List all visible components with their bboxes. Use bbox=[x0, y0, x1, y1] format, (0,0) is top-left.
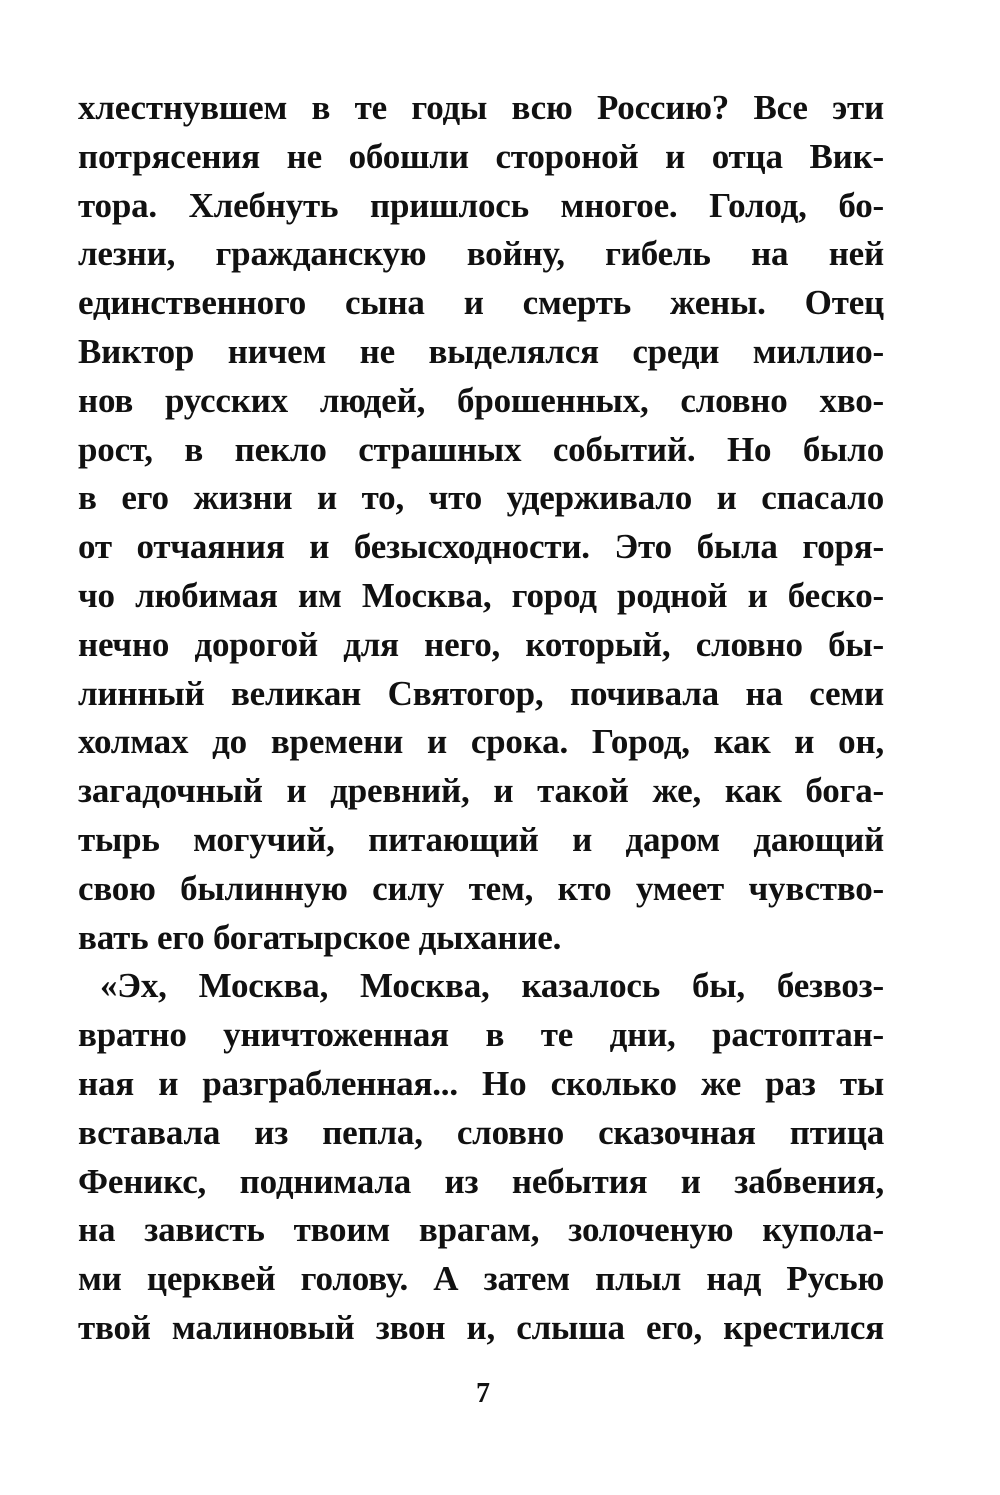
text-line: загадочный и древний, и такой же, как бога- bbox=[78, 771, 884, 811]
text-line: ная и разграбленная... Но сколько же раз ты bbox=[78, 1063, 884, 1103]
text-line: хлестнувшем в те годы всю Россию? Все эти bbox=[78, 88, 884, 127]
text-line: потрясения не обошли стороной и отца Вик- bbox=[78, 136, 884, 176]
text-line: нечно дорогой для него, который, словно бы- bbox=[78, 624, 884, 664]
text-line: рост, в пекло страшных событий. Но было bbox=[78, 429, 884, 469]
text-line: вставала из пепла, словно сказочная птица bbox=[78, 1112, 884, 1152]
book-page-text bbox=[78, 84, 884, 1353]
text-line: лезни, гражданскую войну, гибель на ней bbox=[78, 234, 884, 274]
text-line: от отчаяния и безысходности. Это была горя- bbox=[78, 527, 884, 567]
text-line: единственного сына и смерть жены. Отец bbox=[78, 283, 884, 323]
text-line: твой малиновый звон и, слыша его, крестился bbox=[78, 1307, 884, 1347]
text-line: чо любимая им Москва, город родной и беско- bbox=[78, 575, 884, 615]
text-line: Феникс, поднимала из небытия и забвения, bbox=[78, 1161, 884, 1201]
text-line: холмах до времени и срока. Город, как и он, bbox=[78, 722, 884, 762]
text-line: «Эх, Москва, Москва, казалось бы, безвоз- bbox=[100, 966, 884, 1006]
text-line: вратно уничтоженная в те дни, растоптан- bbox=[78, 1015, 884, 1055]
text-line: ми церквей голову. А затем плыл над Русью bbox=[78, 1259, 884, 1299]
text-line: тырь могучий, питающий и даром дающий bbox=[78, 819, 884, 859]
text-line: на зависть твоим врагам, золоченую купола- bbox=[78, 1210, 884, 1250]
text-line: тора. Хлебнуть пришлось многое. Голод, бо- bbox=[78, 185, 884, 225]
text-line: свою былинную силу тем, кто умеет чувство- bbox=[78, 868, 884, 908]
text-line: вать его богатырское дыхание. bbox=[78, 917, 562, 957]
text-line: линный великан Святогор, почивала на семи bbox=[78, 673, 884, 713]
text-line: Виктор ничем не выделялся среди миллио- bbox=[78, 331, 884, 371]
text-line: в его жизни и то, что удерживало и спасало bbox=[78, 478, 884, 518]
page-number: 7 bbox=[476, 1378, 490, 1409]
text-line: нов русских людей, брошенных, словно хво- bbox=[78, 380, 884, 420]
